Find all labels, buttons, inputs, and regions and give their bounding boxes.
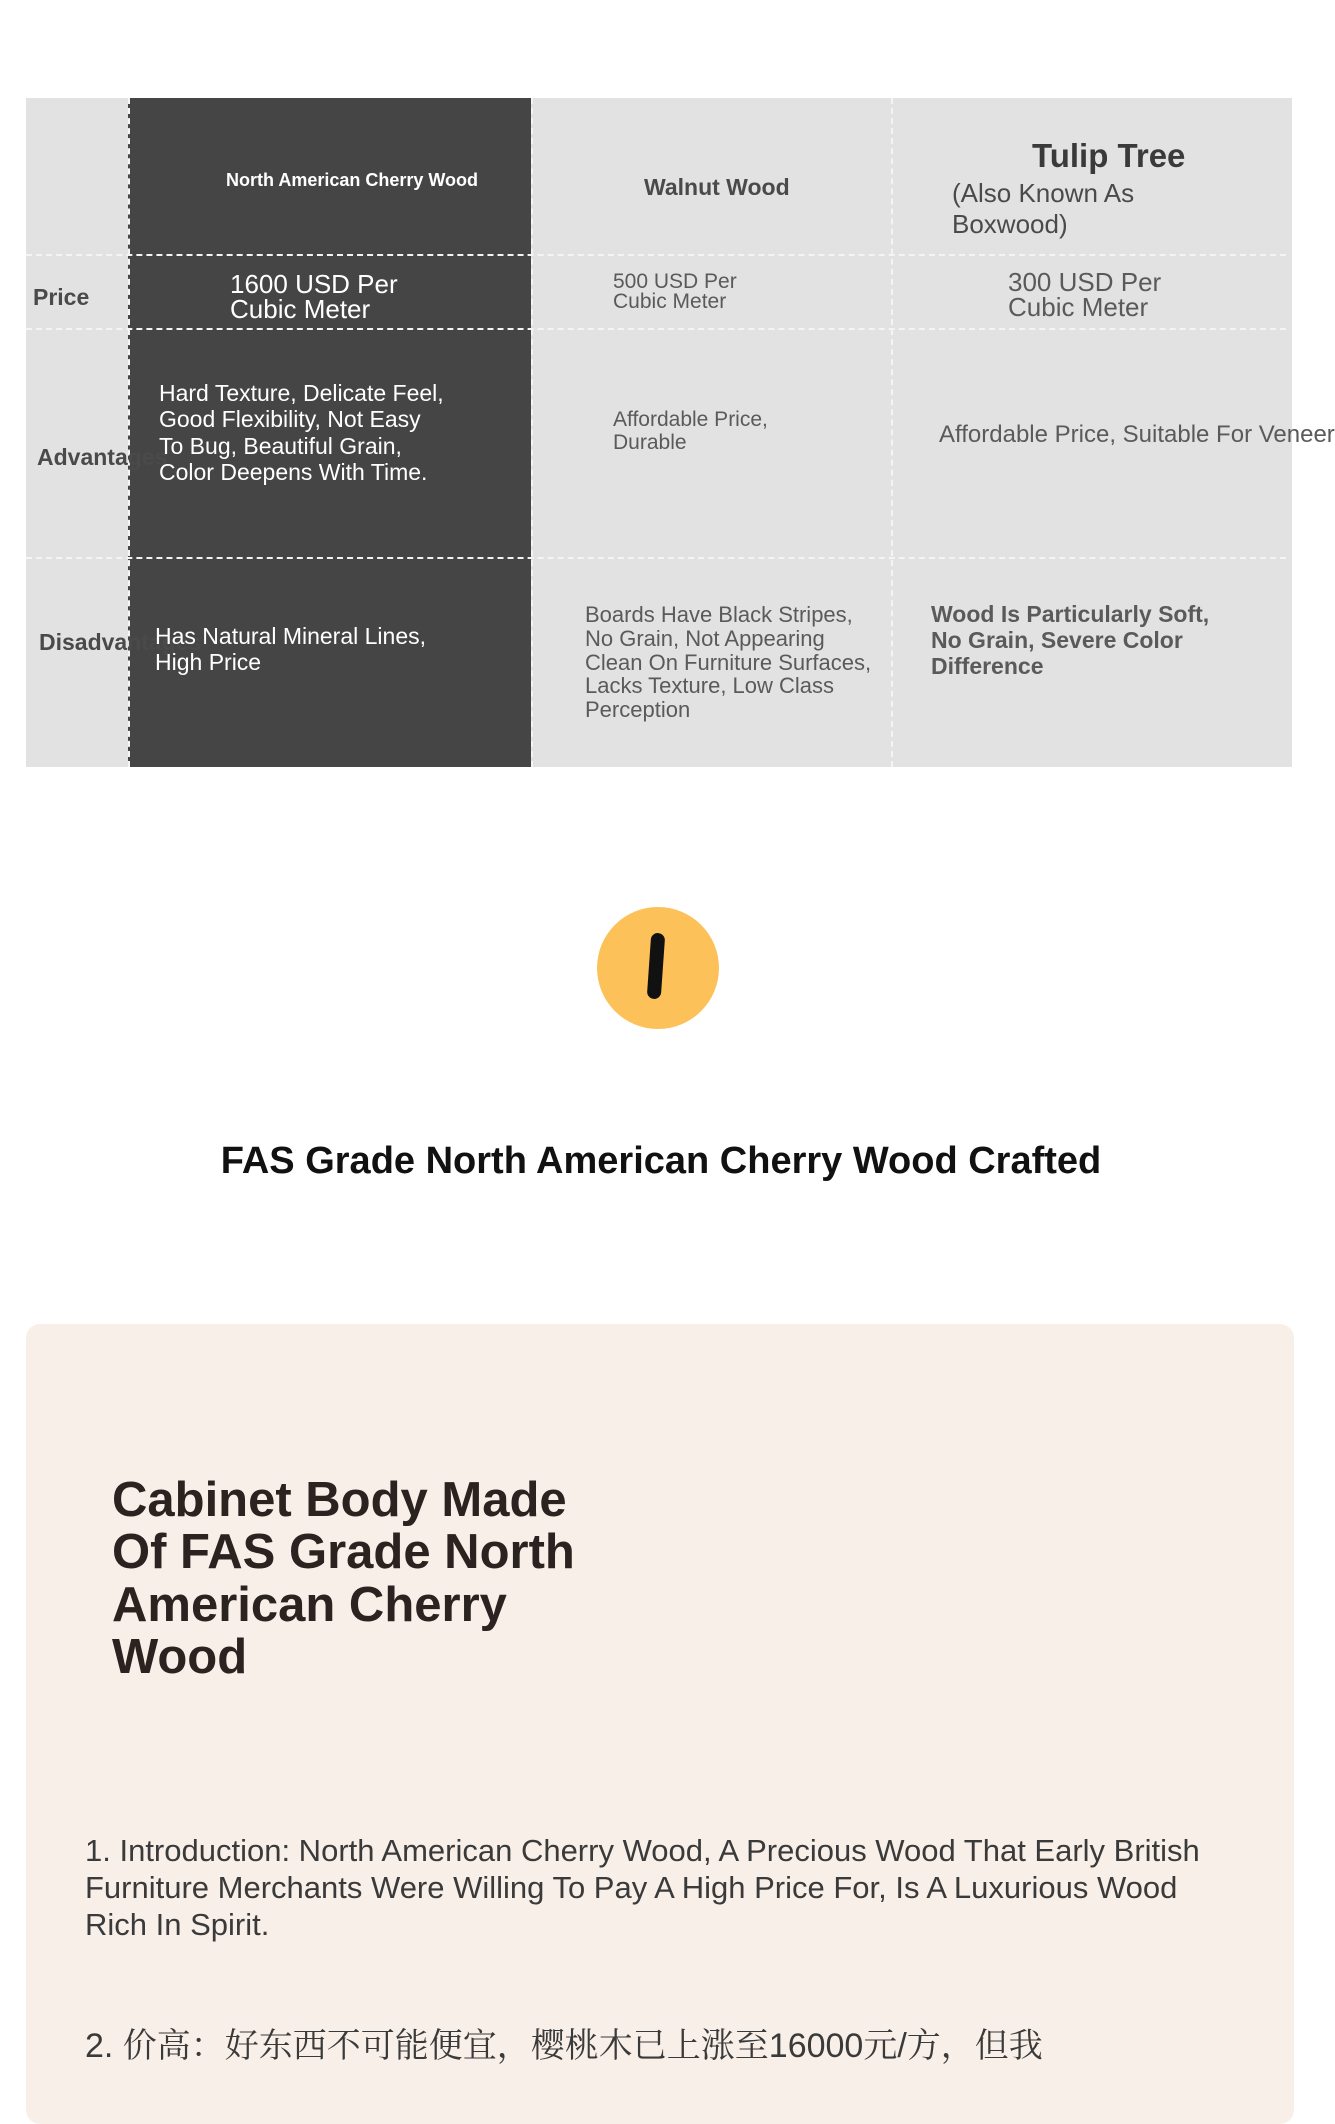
row-label-price: Price: [33, 284, 90, 310]
row-divider: [26, 557, 1286, 559]
card-paragraph-price: 2. 价高：好东西不可能便宜，樱桃木已上涨至16000元/方，但我: [85, 2027, 1043, 2065]
disadvantages-cherry: Has Natural Mineral Lines, High Price: [155, 623, 427, 675]
disadvantages-tulip: Wood Is Particularly Soft, No Grain, Severe Color Difference: [931, 601, 1210, 679]
disadvantages-walnut: Boards Have Black Stripes, No Grain, Not Appearing Clean On Furniture Surfaces, Lacks Texture, Low Class Perception: [585, 602, 872, 722]
advantages-tulip: Affordable Price, Suitable For Veneer: [939, 421, 1335, 448]
column-divider: [128, 98, 130, 767]
section-title: FAS Grade North American Cherry Wood Crafted: [220, 1140, 1102, 1182]
header-tulip-title: Tulip Tree: [1032, 137, 1186, 174]
header-cherry: North American Cherry Wood: [226, 170, 479, 190]
column-divider: [531, 98, 533, 767]
row-label-advantages: Advantages: [37, 444, 168, 470]
card-title: Cabinet Body Made Of FAS Grade North American Cherry Wood: [112, 1473, 575, 1685]
price-cherry: 1600 USD Per Cubic Meter: [230, 269, 398, 324]
comparison-table: [26, 98, 1335, 767]
card-paragraph-intro: 1. Introduction: North American Cherry Wood, A Precious Wood That Early British Furniture Merchants Were Willing To Pay A High Price For, Is A Luxurious Wood Rich In Spirit.: [85, 1833, 1200, 1943]
price-tulip: 300 USD Per Cubic Meter: [1008, 267, 1162, 322]
advantages-cherry: Hard Texture, Delicate Feel, Good Flexibility, Not Easy To Bug, Beautiful Grain, Color Deepens With Time.: [159, 380, 444, 486]
advantages-walnut: Affordable Price, Durable: [613, 408, 768, 455]
header-tulip-subtitle: (Also Known As Boxwood): [952, 178, 1135, 239]
feature-card: [26, 1324, 1294, 2124]
row-label-disadvantages: Disadvantages: [39, 629, 202, 655]
number-one-icon: [647, 933, 666, 1000]
header-walnut: Walnut Wood: [644, 174, 790, 200]
price-walnut: 500 USD Per Cubic Meter: [613, 270, 737, 313]
row-divider: [26, 254, 1286, 256]
number-badge: [597, 907, 719, 1029]
column-divider: [891, 98, 893, 767]
row-divider: [26, 328, 1286, 330]
